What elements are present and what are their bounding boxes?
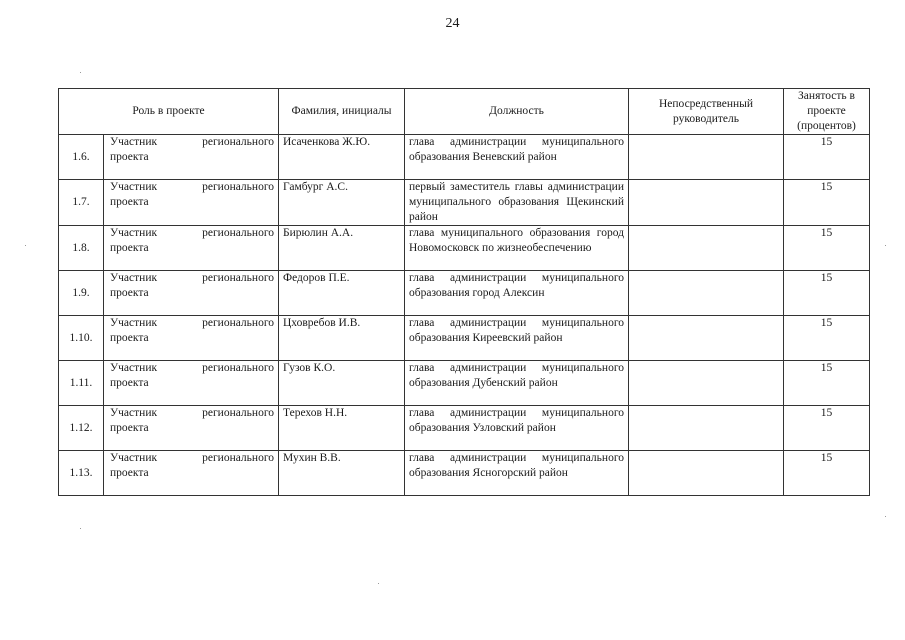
row-busy: 15	[784, 135, 870, 180]
row-manager	[629, 451, 784, 496]
role-word-project: проекта	[110, 151, 149, 163]
row-role	[104, 226, 279, 271]
row-name: Гузов К.О.	[279, 361, 405, 406]
table-row	[59, 226, 870, 271]
row-position: глава администрации муниципального образования Киреевский район	[405, 316, 629, 361]
row-number: 1.7.	[59, 180, 104, 226]
table-row	[59, 316, 870, 361]
row-number: 1.9.	[59, 271, 104, 316]
role-word-regional: регионального	[202, 181, 274, 193]
role-word-project: проекта	[110, 422, 149, 434]
row-name: Терехов Н.Н.	[279, 406, 405, 451]
table-row	[59, 135, 870, 180]
participants-table	[58, 88, 870, 496]
row-busy: 15	[784, 406, 870, 451]
role-word-project: проекта	[110, 332, 149, 344]
table-header-row	[59, 89, 870, 135]
table-row	[59, 406, 870, 451]
row-busy: 15	[784, 451, 870, 496]
role-word-regional: регионального	[202, 362, 274, 374]
header-role: Роль в проекте	[59, 89, 279, 135]
role-word-participant: Участник	[110, 407, 158, 419]
role-word-project: проекта	[110, 287, 149, 299]
row-role	[104, 180, 279, 226]
header-position: Должность	[405, 89, 629, 135]
row-role	[104, 451, 279, 496]
row-name: Мухин В.В.	[279, 451, 405, 496]
row-position: глава администрации муниципального образования Дубенский район	[405, 361, 629, 406]
row-manager	[629, 271, 784, 316]
row-name: Гамбург А.С.	[279, 180, 405, 226]
table-row	[59, 180, 870, 226]
row-position: глава администрации муниципального образования Ясногорский район	[405, 451, 629, 496]
scan-speck	[885, 245, 886, 246]
row-role	[104, 316, 279, 361]
role-word-regional: регионального	[202, 136, 274, 148]
scan-speck	[25, 245, 26, 246]
row-manager	[629, 180, 784, 226]
role-word-regional: регионального	[202, 407, 274, 419]
table-row	[59, 451, 870, 496]
scan-speck	[80, 72, 81, 73]
row-role	[104, 406, 279, 451]
row-number: 1.12.	[59, 406, 104, 451]
row-position: глава администрации муниципального образования Узловский район	[405, 406, 629, 451]
row-position: глава муниципального образования город Новомосковск по жизнеобеспечению	[405, 226, 629, 271]
row-number: 1.6.	[59, 135, 104, 180]
scan-speck	[378, 583, 379, 584]
role-word-regional: регионального	[202, 272, 274, 284]
row-role	[104, 135, 279, 180]
role-word-participant: Участник	[110, 227, 158, 239]
table-row	[59, 271, 870, 316]
row-busy: 15	[784, 361, 870, 406]
role-word-project: проекта	[110, 242, 149, 254]
role-word-participant: Участник	[110, 136, 158, 148]
row-name: Цховребов И.В.	[279, 316, 405, 361]
role-word-participant: Участник	[110, 362, 158, 374]
role-word-regional: регионального	[202, 452, 274, 464]
row-busy: 15	[784, 226, 870, 271]
row-number: 1.11.	[59, 361, 104, 406]
row-busy: 15	[784, 271, 870, 316]
row-manager	[629, 361, 784, 406]
row-number: 1.8.	[59, 226, 104, 271]
row-role	[104, 361, 279, 406]
role-word-regional: регионального	[202, 317, 274, 329]
row-number: 1.10.	[59, 316, 104, 361]
row-manager	[629, 406, 784, 451]
page-number: 24	[445, 16, 460, 31]
role-word-participant: Участник	[110, 317, 158, 329]
row-manager	[629, 226, 784, 271]
row-position: глава администрации муниципального образования Веневский район	[405, 135, 629, 180]
row-name: Федоров П.Е.	[279, 271, 405, 316]
row-manager	[629, 135, 784, 180]
role-word-project: проекта	[110, 467, 149, 479]
header-name: Фамилия, инициалы	[279, 89, 405, 135]
row-name: Исаченкова Ж.Ю.	[279, 135, 405, 180]
scan-speck	[885, 516, 886, 517]
row-number: 1.13.	[59, 451, 104, 496]
role-word-regional: регионального	[202, 227, 274, 239]
header-busy: Занятость в проекте (процентов)	[784, 89, 870, 135]
table-row	[59, 361, 870, 406]
scan-speck	[80, 528, 81, 529]
row-name: Бирюлин А.А.	[279, 226, 405, 271]
row-manager	[629, 316, 784, 361]
row-busy: 15	[784, 316, 870, 361]
row-position: первый заместитель главы администрации муниципального образования Щекинский район	[405, 180, 629, 226]
role-word-project: проекта	[110, 377, 149, 389]
role-word-participant: Участник	[110, 181, 158, 193]
row-busy: 15	[784, 180, 870, 226]
row-role	[104, 271, 279, 316]
role-word-participant: Участник	[110, 452, 158, 464]
role-word-participant: Участник	[110, 272, 158, 284]
row-position: глава администрации муниципального образования город Алексин	[405, 271, 629, 316]
header-manager: Непосредственный руководитель	[629, 89, 784, 135]
role-word-project: проекта	[110, 196, 149, 208]
